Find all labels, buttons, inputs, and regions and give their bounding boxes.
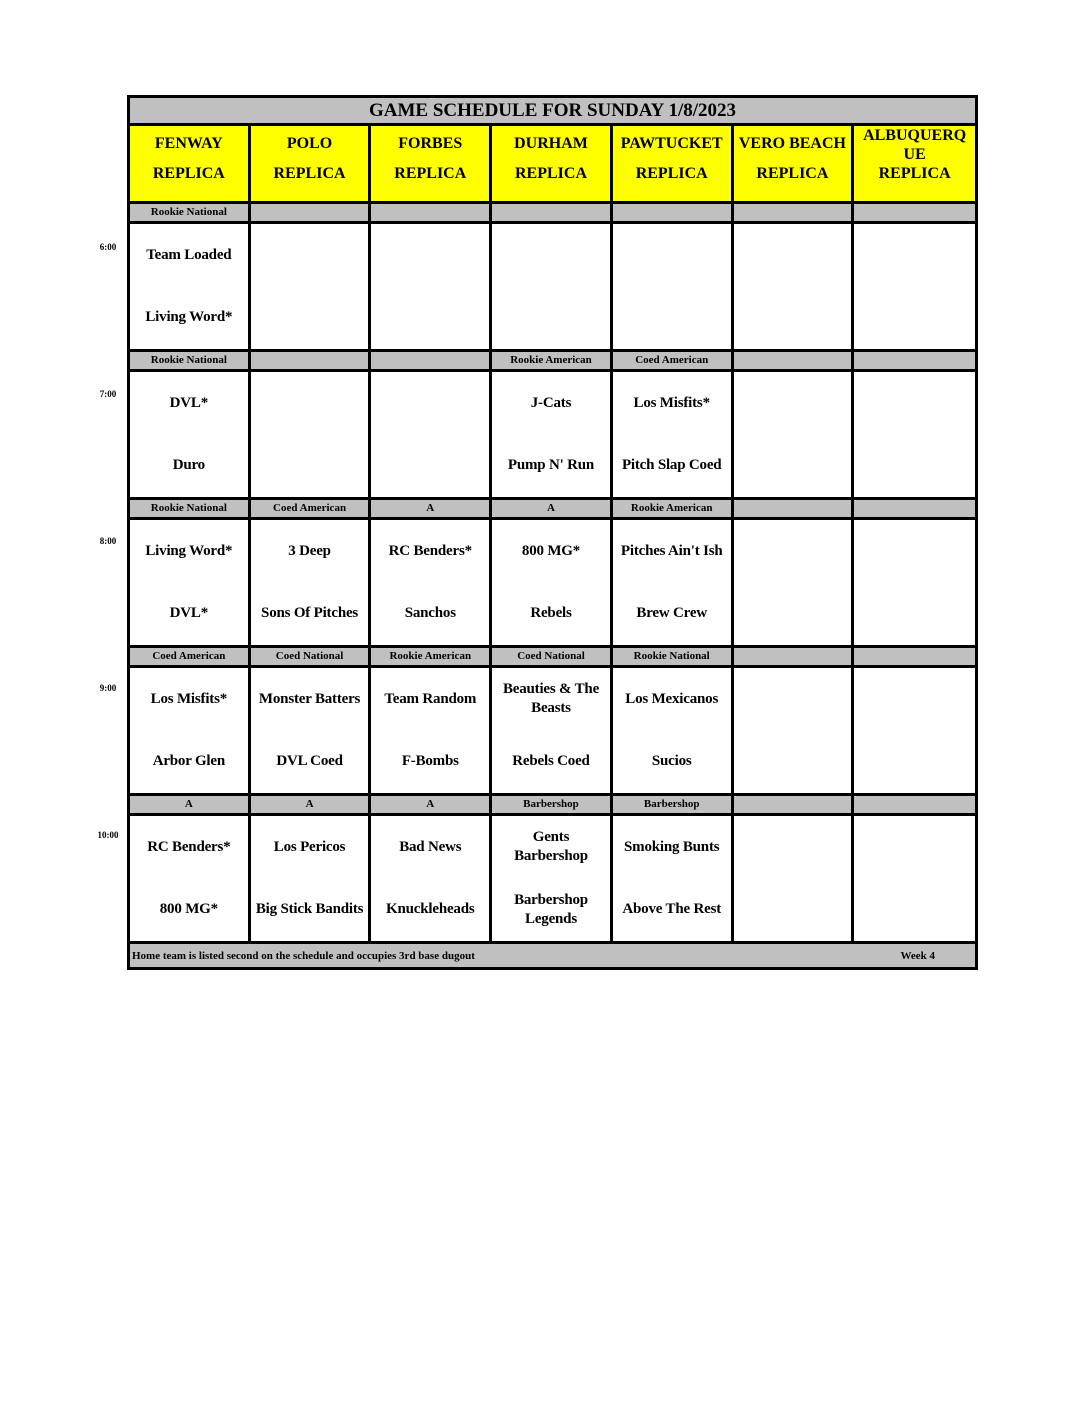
home-team (734, 879, 852, 942)
away-team (854, 668, 975, 731)
away-team (371, 372, 489, 435)
away-team: J-Cats (530, 394, 572, 411)
away-team: Smoking Bunts (624, 838, 720, 855)
field-name: FENWAY (154, 135, 223, 152)
time-label: 8:00 (99, 536, 117, 546)
home-team (854, 879, 975, 942)
game-cell (251, 668, 372, 793)
home-team (854, 583, 975, 646)
home-team: Sons Of Pitches (261, 605, 359, 622)
field-subtitle: REPLICA (394, 165, 467, 182)
game-cell (613, 372, 734, 497)
home-team: Pitch Slap Coed (621, 457, 722, 474)
home-team: Brew Crew (636, 605, 707, 622)
home-team (734, 731, 852, 794)
away-team: Beauties & The Beasts (502, 681, 600, 717)
game-cell (734, 520, 855, 645)
field-header-cell (371, 126, 492, 201)
game-cell (854, 520, 975, 645)
game-cell (130, 224, 251, 349)
away-team: Living Word* (145, 542, 233, 559)
division-label (251, 352, 372, 369)
home-team (854, 287, 975, 350)
division-label: Barbershop (613, 796, 734, 813)
field-subtitle: REPLICA (514, 165, 587, 182)
game-cell (734, 816, 855, 941)
game-cell (371, 520, 492, 645)
field-subtitle: REPLICA (273, 165, 346, 182)
game-cell (371, 224, 492, 349)
field-name: VERO BEACH (738, 135, 846, 152)
game-cell (492, 520, 613, 645)
away-team (734, 372, 852, 435)
field-subtitle: REPLICA (756, 165, 829, 182)
division-label (854, 796, 975, 813)
home-team: Big Stick Bandits (255, 901, 364, 918)
division-label (492, 204, 613, 221)
field-subtitle: REPLICA (878, 165, 951, 182)
time-label: 6:00 (99, 242, 117, 252)
division-row (130, 352, 975, 372)
away-team: Bad News (399, 838, 462, 855)
away-team (854, 816, 975, 879)
away-team (734, 668, 852, 731)
game-cell (371, 668, 492, 793)
division-label: A (371, 500, 492, 517)
game-cell (613, 520, 734, 645)
game-cell (251, 816, 372, 941)
division-label: Coed National (251, 648, 372, 665)
field-name: FORBES (398, 135, 463, 152)
division-label (251, 204, 372, 221)
game-cell (492, 816, 613, 941)
away-team: Pitches Ain't Ish (620, 542, 723, 559)
game-cell (251, 224, 372, 349)
away-team (734, 816, 852, 879)
home-team (371, 435, 489, 498)
field-name: DURHAM (514, 135, 588, 152)
field-name: PAWTUCKET (620, 135, 723, 152)
game-row (130, 668, 975, 796)
away-team: Monster Batters (258, 690, 361, 707)
field-header-cell (854, 126, 975, 201)
game-cell (734, 224, 855, 349)
field-subtitle: REPLICA (152, 165, 225, 182)
division-label (854, 204, 975, 221)
division-label (734, 352, 855, 369)
away-team: RC Benders* (388, 542, 472, 559)
home-team: Rebels (530, 605, 572, 622)
home-team: Rebels Coed (512, 753, 590, 770)
away-team: 800 MG* (521, 542, 581, 559)
game-cell (130, 816, 251, 941)
home-team (251, 287, 369, 350)
away-team: Los Mexicanos (625, 690, 719, 707)
game-cell (130, 372, 251, 497)
home-team: Sanchos (404, 605, 456, 622)
game-cell (130, 668, 251, 793)
home-team (371, 287, 489, 350)
division-label (734, 796, 855, 813)
division-label: Rookie National (130, 500, 251, 517)
division-label: Rookie American (371, 648, 492, 665)
away-team (492, 224, 610, 287)
time-label: 10:00 (97, 830, 119, 840)
away-team: RC Benders* (147, 838, 231, 855)
division-label (613, 204, 734, 221)
division-label: A (251, 796, 372, 813)
time-label: 9:00 (99, 683, 117, 693)
field-name: POLO (286, 135, 333, 152)
game-row (130, 520, 975, 648)
home-team: Barbershop Legends (514, 891, 588, 927)
game-row (130, 816, 975, 944)
division-label (734, 204, 855, 221)
division-label: Rookie National (613, 648, 734, 665)
away-team (734, 520, 852, 583)
away-team (613, 224, 731, 287)
home-team: Above The Rest (622, 901, 721, 918)
away-team (371, 224, 489, 287)
away-team (854, 372, 975, 435)
game-cell (734, 372, 855, 497)
home-team: DVL Coed (276, 753, 343, 770)
game-cell (854, 224, 975, 349)
game-cell (854, 372, 975, 497)
game-cell (854, 668, 975, 793)
home-team: F-Bombs (401, 753, 459, 770)
division-label: Coed American (251, 500, 372, 517)
home-team (251, 435, 369, 498)
division-label (734, 648, 855, 665)
away-team: 3 Deep (288, 542, 331, 559)
division-label (734, 500, 855, 517)
home-team: Knuckleheads (386, 901, 475, 918)
division-row (130, 648, 975, 668)
footer-week: Week 4 (900, 949, 935, 962)
division-label (854, 500, 975, 517)
field-header-cell (613, 126, 734, 201)
away-team: Team Random (384, 690, 477, 707)
division-row (130, 500, 975, 520)
away-team: Los Misfits* (150, 690, 228, 707)
field-name: ALBUQUERQUE (863, 127, 967, 163)
time-label: 7:00 (99, 389, 117, 399)
away-team (734, 224, 852, 287)
division-label: Coed American (130, 648, 251, 665)
division-label: A (492, 500, 613, 517)
game-cell (613, 816, 734, 941)
division-label: Barbershop (492, 796, 613, 813)
away-team: DVL* (169, 394, 209, 411)
away-team (854, 520, 975, 583)
game-cell (492, 372, 613, 497)
home-team (854, 435, 975, 498)
home-team: Sucios (651, 753, 692, 770)
division-label: Rookie National (130, 204, 251, 221)
home-team: DVL* (169, 605, 209, 622)
division-label: Coed National (492, 648, 613, 665)
home-team (734, 287, 852, 350)
game-cell (613, 668, 734, 793)
field-header-cell (492, 126, 613, 201)
away-team (251, 372, 369, 435)
game-cell (613, 224, 734, 349)
home-team: 800 MG* (159, 901, 218, 918)
game-cell (130, 520, 251, 645)
division-label (371, 204, 492, 221)
home-team (734, 435, 852, 498)
away-team: Los Pericos (273, 838, 346, 855)
division-label: A (130, 796, 251, 813)
game-cell (371, 372, 492, 497)
home-team: Pump N' Run (507, 457, 595, 474)
division-row (130, 796, 975, 816)
home-team (854, 731, 975, 794)
game-cell (251, 372, 372, 497)
home-team: Duro (172, 457, 205, 474)
field-header-cell (734, 126, 855, 201)
division-label: Rookie American (492, 352, 613, 369)
field-header-cell (130, 126, 251, 201)
division-label (371, 352, 492, 369)
game-row (130, 372, 975, 500)
away-team: Los Misfits* (633, 394, 710, 411)
schedule-footer (130, 944, 975, 967)
field-header-row (130, 126, 975, 204)
field-header-cell (251, 126, 372, 201)
division-label: Rookie National (130, 352, 251, 369)
home-team (734, 583, 852, 646)
division-label (854, 352, 975, 369)
game-cell (854, 816, 975, 941)
division-row (130, 204, 975, 224)
away-team: Team Loaded (146, 246, 232, 263)
game-cell (492, 668, 613, 793)
home-team: Living Word* (145, 309, 233, 326)
footer-note: Home team is listed second on the schedule and occupies 3rd base dugout (132, 949, 475, 962)
schedule-table (127, 95, 978, 970)
game-row (130, 224, 975, 352)
schedule-title: GAME SCHEDULE FOR SUNDAY 1/8/2023 (130, 98, 975, 126)
away-team (251, 224, 369, 287)
game-cell (251, 520, 372, 645)
division-label: Coed American (613, 352, 734, 369)
division-label: Rookie American (613, 500, 734, 517)
game-cell (371, 816, 492, 941)
field-subtitle: REPLICA (635, 165, 708, 182)
away-team: Gents Barbershop (514, 829, 588, 865)
away-team (854, 224, 975, 287)
division-label (854, 648, 975, 665)
home-team (492, 287, 610, 350)
schedule-body (130, 204, 975, 944)
game-cell (492, 224, 613, 349)
home-team (613, 287, 731, 350)
game-cell (734, 668, 855, 793)
division-label: A (371, 796, 492, 813)
home-team: Arbor Glen (152, 753, 225, 770)
